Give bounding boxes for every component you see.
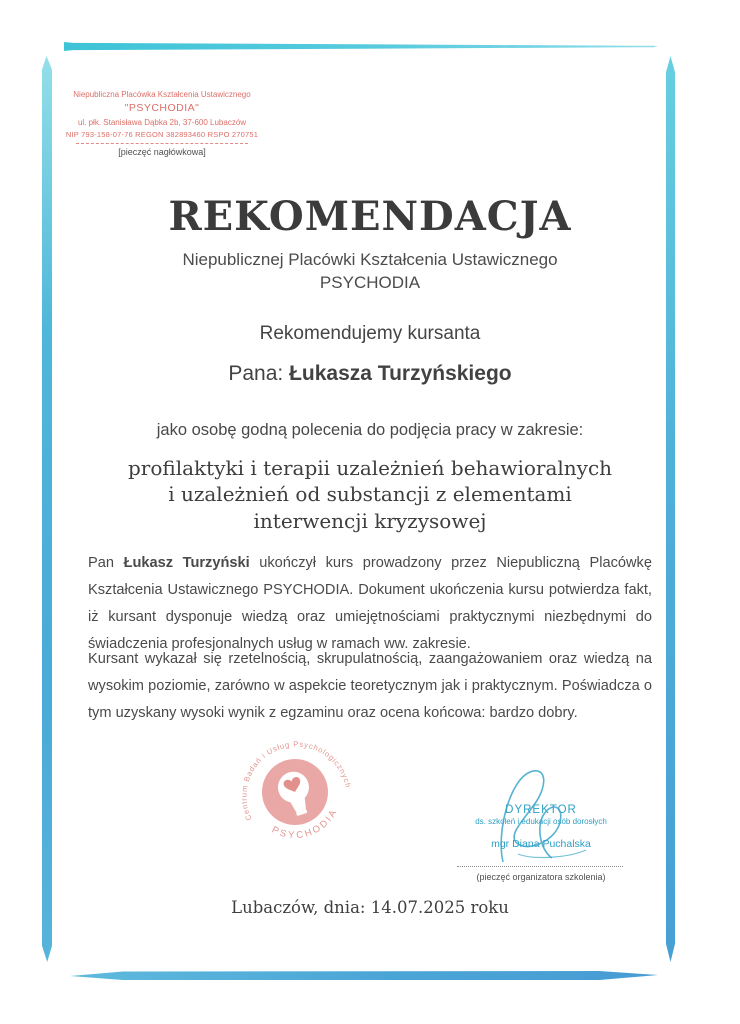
paragraph-2: Kursant wykazał się rzetelnością, skrupulatnością, zaangażowaniem oraz wiedzą na wysokim poziomie, zarówno w aspekcie teoretycznym jak i praktycznym. Poświadcza o tym uzyskany wysoki wynik z egzaminu oraz ocena końcowa: bardzo dobry.	[88, 651, 652, 721]
header-stamp-institution: Niepubliczna Placówka Kształcenia Ustawicznego	[73, 90, 251, 99]
person-prefix: Pana:	[228, 362, 290, 385]
header-stamp	[62, 90, 262, 158]
header-stamp-divider	[76, 143, 248, 144]
signature-role-detail: ds. szkoleń i edukacji osób dorosłych	[475, 817, 607, 826]
recommend-line: Rekomendujemy kursanta	[259, 323, 481, 344]
signature-role: DYREKTOR	[505, 804, 577, 816]
scope-line3: interwencji kryzysowej	[253, 508, 487, 533]
document-subtitle	[0, 249, 740, 295]
scope-intro: jako osobę godną polecenia do podjęcia pracy w zakresie:	[156, 421, 584, 439]
header-stamp-caption: [pieczęć nagłówkowa]	[118, 146, 206, 157]
paragraph-1-prefix: Pan	[88, 555, 124, 571]
stamp-bottom-text: PSYCHODIA	[269, 806, 341, 842]
paragraph-1-name: Łukasz Turzyński	[123, 555, 250, 571]
signature-block	[455, 804, 627, 850]
header-stamp-address: ul. płk. Stanisława Dąbka 2b, 37-600 Lubaczów	[77, 118, 247, 128]
stamp-arc-text: Centrum Badań i Usług Psychologicznych	[239, 739, 353, 822]
date-line: Lubaczów, dnia: 14.07.2025 roku	[231, 898, 509, 917]
subtitle-line2: PSYCHODIA	[319, 272, 421, 292]
header-stamp-name: "PSYCHODIA"	[124, 102, 200, 114]
scope-block	[0, 455, 740, 534]
person-line	[0, 362, 740, 386]
scope-line1: profilaktyki i terapii uzależnień behawioralnych	[127, 456, 613, 480]
round-stamp-graphic	[217, 714, 373, 870]
paragraph-1	[88, 550, 652, 658]
signature-person: mgr Diana Puchalska	[491, 838, 591, 850]
round-organization-stamp	[217, 714, 373, 870]
subtitle-line1: Niepublicznej Placówki Kształcenia Ustawicznego	[182, 250, 558, 269]
document-title: REKOMENDACJA	[168, 193, 572, 240]
signature-divider	[457, 866, 623, 867]
border-bottom-band	[70, 971, 658, 980]
paragraph-1-rest: ukończył kurs prowadzony przez Niepubliczną Placówkę Kształcenia Ustawicznego PSYCHODIA. Dokument ukończenia kursu potwierdza fakt, iż kursant dysponuje wiedzą oraz umiejętnościami praktycznymi niezbędnymi do świadczenia profesjonalnych usług w ramach ww. zakresie.	[88, 555, 652, 652]
header-stamp-ids: NIP 793-158-07-76 REGON 382893460 RSPO 270751	[65, 130, 259, 140]
person-name: Łukasza Turzyńskiego	[289, 362, 512, 385]
scope-line2: i uzależnień od substancji z elementami	[168, 482, 572, 507]
signature-caption: (pieczęć organizatora szkolenia)	[476, 872, 606, 882]
border-top-band	[64, 42, 658, 51]
